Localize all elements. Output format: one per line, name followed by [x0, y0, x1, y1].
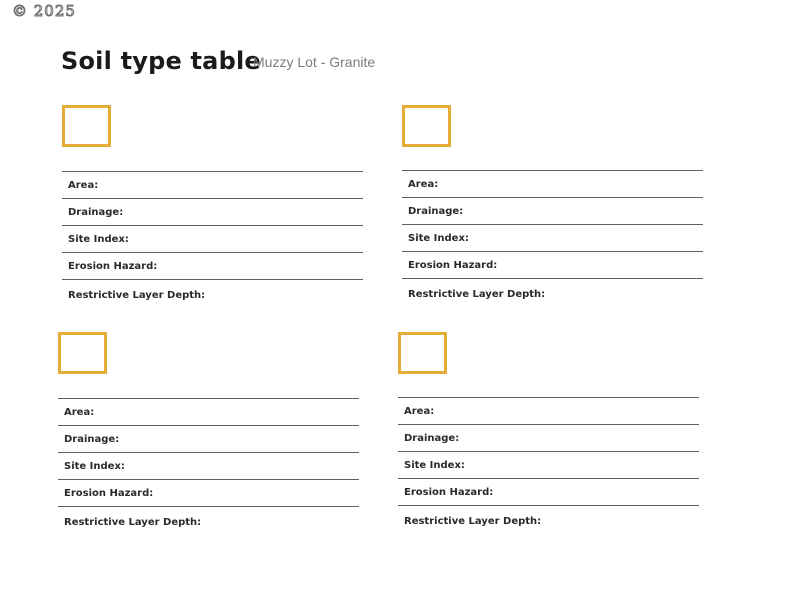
area-field: Area: [62, 171, 363, 198]
site-index-field: Site Index: [402, 224, 703, 251]
page-title: Soil type table [61, 47, 261, 75]
erosion-hazard-field: Erosion Hazard: [58, 479, 359, 506]
soil-color-swatch[interactable] [398, 332, 447, 374]
copyright-notice: © 2025 [12, 2, 76, 20]
restrictive-layer-depth-field: Restrictive Layer Depth: [398, 505, 699, 537]
area-field: Area: [402, 170, 703, 197]
soil-color-swatch[interactable] [402, 105, 451, 147]
erosion-hazard-field: Erosion Hazard: [62, 252, 363, 279]
erosion-hazard-field: Erosion Hazard: [402, 251, 703, 278]
area-field: Area: [398, 397, 699, 424]
restrictive-layer-depth-field: Restrictive Layer Depth: [58, 506, 359, 538]
site-index-field: Site Index: [58, 452, 359, 479]
restrictive-layer-depth-field: Restrictive Layer Depth: [402, 278, 703, 310]
soil-field-list [62, 171, 363, 311]
area-field: Area: [58, 398, 359, 425]
site-index-field: Site Index: [62, 225, 363, 252]
page-subtitle: Muzzy Lot - Granite [253, 54, 376, 70]
drainage-field: Drainage: [62, 198, 363, 225]
soil-color-swatch[interactable] [62, 105, 111, 147]
restrictive-layer-depth-field: Restrictive Layer Depth: [62, 279, 363, 311]
soil-field-list [398, 397, 699, 537]
erosion-hazard-field: Erosion Hazard: [398, 478, 699, 505]
soil-field-list [402, 170, 703, 310]
drainage-field: Drainage: [58, 425, 359, 452]
soil-color-swatch[interactable] [58, 332, 107, 374]
site-index-field: Site Index: [398, 451, 699, 478]
drainage-field: Drainage: [398, 424, 699, 451]
drainage-field: Drainage: [402, 197, 703, 224]
soil-field-list [58, 398, 359, 538]
